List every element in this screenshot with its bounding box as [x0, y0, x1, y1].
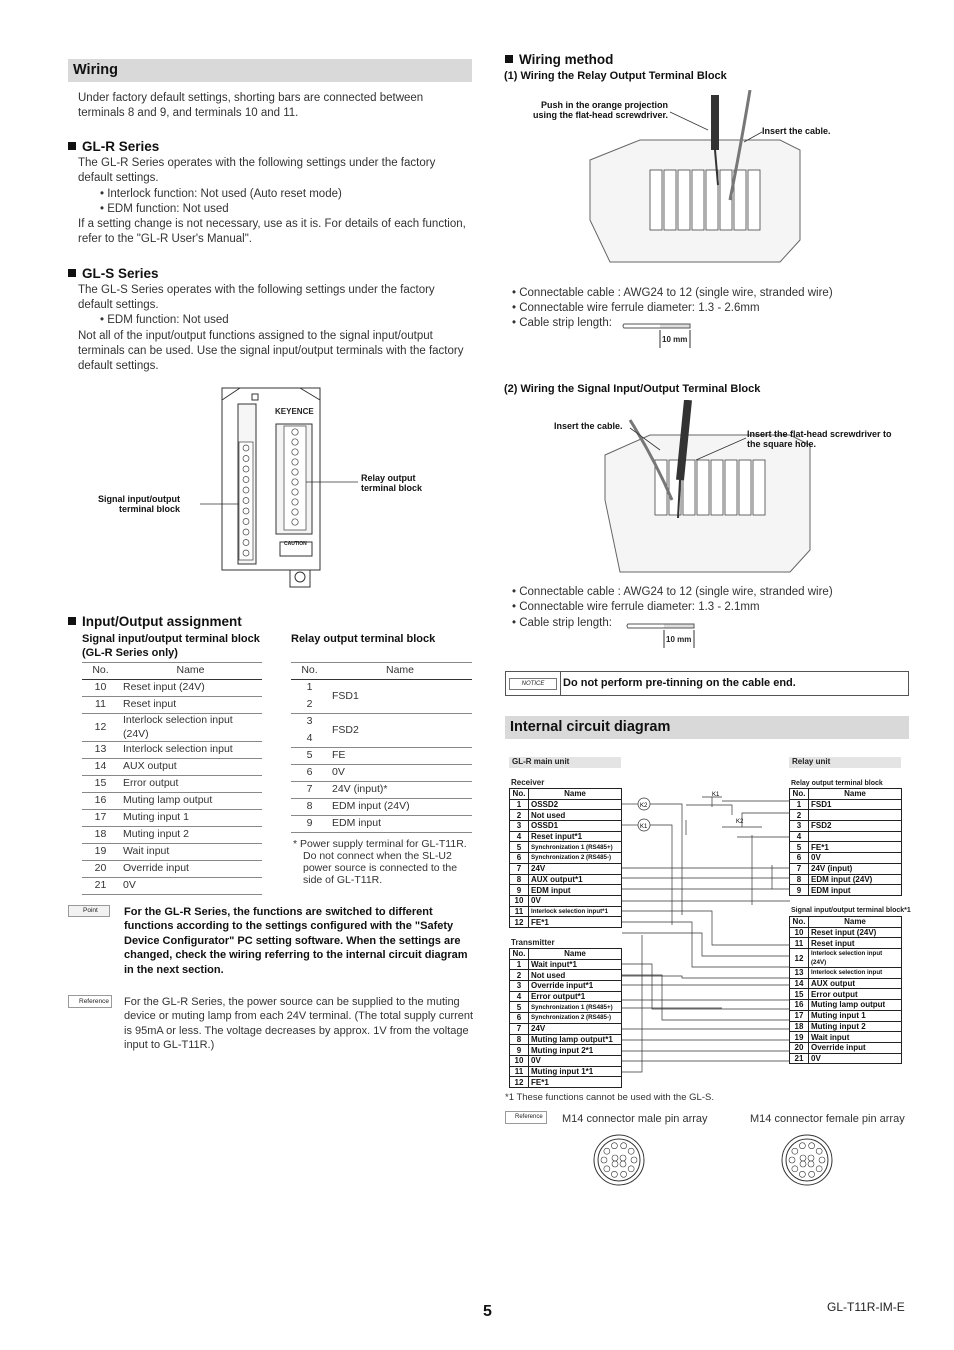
- relay-insert-label: Insert the cable.: [762, 126, 831, 136]
- row-name: Interlock selection input (24V): [809, 949, 902, 968]
- table-row: [790, 938, 902, 949]
- gls-text1: The GL-S Series operates with the following settings under the factory default settings.: [78, 284, 435, 311]
- row-name: Interlock selection input (24V): [119, 714, 262, 742]
- table-row: [510, 1077, 622, 1088]
- table-row: [510, 1045, 622, 1056]
- row-name: Synchronization 1 (RS485+): [529, 842, 622, 853]
- table-row: [510, 1002, 622, 1013]
- strip-length-2: 10 mm: [666, 635, 692, 644]
- row-name: FSD1: [328, 680, 472, 714]
- signal-wiring-sub: (2) Wiring the Signal Input/Output Terminal Block: [504, 383, 761, 395]
- row-no: 5: [291, 748, 328, 765]
- col-no: No.: [82, 663, 119, 680]
- table-row: [291, 782, 472, 799]
- strip-length-1: 10 mm: [662, 335, 688, 344]
- row-no: 7: [510, 1023, 529, 1034]
- row-no: 12: [790, 949, 809, 968]
- row-no: 11: [510, 1066, 529, 1077]
- row-name: Reset input: [809, 938, 902, 949]
- relay-block-ckt-label: Relay output terminal block: [791, 780, 883, 787]
- row-no: 8: [510, 874, 529, 885]
- circuit-footnote: *1 These functions cannot be used with the GL-S.: [505, 1092, 714, 1103]
- table-row: [82, 742, 262, 759]
- row-no: 2: [790, 810, 809, 821]
- row-no: 1: [510, 959, 529, 970]
- row-name: Muting lamp output: [809, 1000, 902, 1011]
- row-name: FSD1: [809, 799, 902, 810]
- row-name: EDM input (24V): [328, 799, 472, 816]
- row-name: AUX output: [809, 978, 902, 989]
- table-row: [790, 799, 902, 810]
- page-number: 5: [483, 1303, 492, 1320]
- row-no: 20: [790, 1042, 809, 1053]
- row-no: 2: [510, 970, 529, 981]
- row-no: 18: [790, 1021, 809, 1032]
- col-name: Name: [529, 949, 622, 960]
- table-row: [510, 1023, 622, 1034]
- table-row: [790, 927, 902, 938]
- table-row: [510, 991, 622, 1002]
- row-name: FE*1: [809, 842, 902, 853]
- table-row: [790, 989, 902, 1000]
- row-name: 0V: [809, 853, 902, 864]
- glr-text2: If a setting change is not necessary, use as it is. For details of each function, refer to the "GL-R User's Manual".: [78, 218, 466, 245]
- row-name: 0V: [328, 765, 472, 782]
- circuit-wires: [622, 785, 790, 1085]
- female-pin-label: M14 connector female pin array: [750, 1113, 905, 1125]
- glr-heading: GL-R Series: [68, 138, 159, 156]
- table-row: [510, 1013, 622, 1024]
- row-name: 0V: [529, 1055, 622, 1066]
- row-no: 10: [790, 927, 809, 938]
- glr-bullet2: • EDM function: Not used: [100, 203, 229, 215]
- square-bullet-icon: [505, 55, 513, 63]
- gls-text2: Not all of the input/output functions assigned to the signal input/output terminals can be used. Use the signal input/output terminals with the factory default settings.: [78, 330, 464, 372]
- row-no: 4: [510, 991, 529, 1002]
- table-row: [790, 821, 902, 832]
- row-no: 8: [790, 874, 809, 885]
- col-no: No.: [510, 949, 529, 960]
- table-row: [510, 853, 622, 864]
- signal-bullet1: • Connectable cable : AWG24 to 12 (single wire, stranded wire): [512, 586, 833, 598]
- row-name: Reset input (24V): [809, 927, 902, 938]
- col-name: Name: [809, 789, 902, 800]
- point-text: For the GL-R Series, the functions are switched to different functions according to the settings configured with the "Safety Device Configurator" PC setting software. When the settings are changed, check the wiring referring to the internal circuit diagram in the next section.: [124, 906, 468, 976]
- col-no: No.: [510, 789, 529, 800]
- row-name: Muting input 2: [119, 827, 262, 844]
- row-no: 6: [790, 853, 809, 864]
- k2-contact-label: K2: [736, 819, 744, 825]
- k1-contact-label: K1: [712, 792, 720, 798]
- row-name: Interlock selection input: [119, 742, 262, 759]
- row-name: Error output: [809, 989, 902, 1000]
- row-no: 11: [82, 697, 119, 714]
- row-name: 24V: [529, 863, 622, 874]
- male-connector-icon: [592, 1133, 646, 1187]
- row-no: 7: [790, 863, 809, 874]
- relay-footnote: * Power supply terminal for GL-T11R. Do not connect when the SL-U2 power source is connected to the side of GL-T11R.: [293, 838, 467, 886]
- method-heading: Wiring method: [505, 51, 613, 69]
- row-name: Error output: [119, 776, 262, 793]
- signal-bullet3: • Cable strip length:: [512, 617, 612, 629]
- row-name: Muting input 2: [809, 1021, 902, 1032]
- relay-ckt-table: [789, 788, 902, 896]
- row-name: Synchronization 1 (RS485+): [529, 1002, 622, 1013]
- square-bullet-icon: [68, 617, 76, 625]
- table-row: [82, 776, 262, 793]
- table-row: [510, 1055, 622, 1066]
- col-name: Name: [529, 789, 622, 800]
- row-name: Reset input*1: [529, 831, 622, 842]
- gls-bullet1: • EDM function: Not used: [100, 314, 229, 326]
- table-row: [510, 842, 622, 853]
- gls-heading: GL-S Series: [68, 265, 159, 283]
- table-row: [510, 917, 622, 928]
- relay-block-label: Relay output terminal block: [361, 473, 423, 493]
- receiver-table: [509, 788, 622, 928]
- col-no: No.: [291, 663, 328, 680]
- table-row: [510, 906, 622, 917]
- row-no: 8: [510, 1034, 529, 1045]
- signal-ckt-table: [789, 916, 902, 1064]
- row-no: 6: [291, 765, 328, 782]
- table-row: [510, 895, 622, 906]
- table-row: [790, 1010, 902, 1021]
- table-row: [510, 821, 622, 832]
- circuit-reference-badge: Reference: [505, 1111, 547, 1124]
- row-no: 19: [790, 1032, 809, 1043]
- table-row: [790, 1042, 902, 1053]
- row-name: 24V (input): [809, 863, 902, 874]
- square-bullet-icon: [68, 142, 76, 150]
- col-no: No.: [790, 789, 809, 800]
- col-name: Name: [119, 663, 262, 680]
- row-no: 10: [510, 1055, 529, 1066]
- relay-bullet3: • Cable strip length:: [512, 317, 612, 329]
- row-no: 7: [291, 782, 328, 799]
- table-row: [510, 863, 622, 874]
- row-name: OSSD2: [529, 799, 622, 810]
- table-row: [510, 1034, 622, 1045]
- row-name: Not used: [529, 810, 622, 821]
- io-heading: Input/Output assignment: [68, 613, 242, 631]
- row-name: Wait input*1: [529, 959, 622, 970]
- k1-coil-label: K1: [640, 824, 648, 830]
- row-no: 17: [790, 1010, 809, 1021]
- col-name: Name: [809, 917, 902, 928]
- row-name: Override input: [119, 861, 262, 878]
- table-row: [790, 949, 902, 968]
- row-name: 0V: [809, 1053, 902, 1064]
- square-bullet-icon: [68, 269, 76, 277]
- relay-push-label: Push in the orange projection using the flat-head screwdriver.: [532, 100, 668, 120]
- table-row: [790, 842, 902, 853]
- table-row: [510, 810, 622, 821]
- row-no: 16: [82, 793, 119, 810]
- row-no: 5: [510, 842, 529, 853]
- row-name: 24V: [529, 1023, 622, 1034]
- row-no: 5: [790, 842, 809, 853]
- row-name: Wait input: [809, 1032, 902, 1043]
- row-no: 6: [510, 853, 529, 864]
- row-name: 0V: [119, 878, 262, 895]
- table-row: [790, 1032, 902, 1043]
- row-no: 11: [510, 906, 529, 917]
- wiring-heading: Wiring: [68, 59, 472, 82]
- row-name: Interlock selection input: [809, 968, 902, 979]
- row-no: 21: [790, 1053, 809, 1064]
- row-name: AUX output*1: [529, 874, 622, 885]
- row-no: 11: [790, 938, 809, 949]
- table-row: [82, 697, 262, 714]
- row-name: FSD2: [328, 714, 472, 748]
- glr-bullet1: • Interlock function: Not used (Auto reset mode): [100, 188, 342, 200]
- notice-box: [505, 671, 909, 696]
- table-row: [510, 981, 622, 992]
- row-no: 4: [510, 831, 529, 842]
- row-no: 9: [790, 885, 809, 896]
- row-name: EDM input (24V): [809, 874, 902, 885]
- relay-bullet1: • Connectable cable : AWG24 to 12 (single wire, stranded wire): [512, 287, 833, 299]
- row-no: 1: [510, 799, 529, 810]
- row-no: 4: [291, 731, 328, 748]
- row-no: 9: [510, 885, 529, 896]
- row-no: 12: [510, 1077, 529, 1088]
- row-no: 3: [306, 715, 313, 728]
- row-no: 4: [790, 831, 809, 842]
- table-row: [510, 959, 622, 970]
- table-row: [790, 885, 902, 896]
- male-pin-label: M14 connector male pin array: [562, 1113, 708, 1125]
- row-name: Reset input (24V): [119, 680, 262, 697]
- table-row: [510, 885, 622, 896]
- notice-text: Do not perform pre-tinning on the cable end.: [563, 677, 796, 689]
- row-name: Not used: [529, 970, 622, 981]
- row-name: [809, 831, 902, 842]
- row-name: EDM input: [809, 885, 902, 896]
- table-row: [790, 1021, 902, 1032]
- table-row: [82, 810, 262, 827]
- table-row: [291, 714, 472, 731]
- row-no: 15: [82, 776, 119, 793]
- notice-badge: NOTICE: [509, 678, 557, 690]
- table-row: [510, 1066, 622, 1077]
- row-name: Reset input: [119, 697, 262, 714]
- row-no: 8: [291, 799, 328, 816]
- table-row: [82, 759, 262, 776]
- row-no: 18: [82, 827, 119, 844]
- female-connector-icon: [780, 1133, 834, 1187]
- table-row: [82, 861, 262, 878]
- row-name: AUX output: [119, 759, 262, 776]
- relay-wiring-sub: (1) Wiring the Relay Output Terminal Block: [504, 70, 727, 82]
- signal-block-ckt-label: Signal input/output terminal block*1: [791, 907, 911, 914]
- row-no: 1: [306, 681, 313, 694]
- table-row: [510, 970, 622, 981]
- table-row: [291, 748, 472, 765]
- table-row: [510, 831, 622, 842]
- table-row: [790, 853, 902, 864]
- row-name: Muting lamp output*1: [529, 1034, 622, 1045]
- row-name: FE*1: [529, 917, 622, 928]
- row-name: FE: [328, 748, 472, 765]
- table-row: [790, 1000, 902, 1011]
- row-no: 14: [82, 759, 119, 776]
- row-no: 12: [82, 714, 119, 742]
- row-no: 2: [291, 697, 328, 714]
- table-row: [82, 680, 262, 697]
- doc-code: GL-T11R-IM-E: [827, 1300, 905, 1314]
- reference-badge: Reference: [68, 995, 112, 1008]
- row-no: 16: [790, 1000, 809, 1011]
- row-no: 10: [82, 680, 119, 697]
- row-no: 9: [510, 1045, 529, 1056]
- row-no: 5: [510, 1002, 529, 1013]
- glr-text1: The GL-R Series operates with the following settings under the factory default settings.: [78, 157, 436, 184]
- row-no: 6: [510, 1013, 529, 1024]
- table-row: [82, 844, 262, 861]
- row-name: EDM input: [529, 885, 622, 896]
- row-name: Wait input: [119, 844, 262, 861]
- row-name: EDM input: [328, 816, 472, 833]
- table-row: [291, 680, 472, 697]
- row-no: 20: [82, 861, 119, 878]
- relay-io-table: [291, 662, 472, 833]
- row-no: 13: [82, 742, 119, 759]
- table-row: [510, 799, 622, 810]
- row-name: Muting input 1: [119, 810, 262, 827]
- row-no: 21: [82, 878, 119, 895]
- reference-text: For the GL-R Series, the power source can be supplied to the muting device or muting lamp from each 24V terminal. (The total supply current is 95mA or less. The voltage decreases by approx. 1V from the voltage input to GL-T11R.): [124, 996, 474, 1052]
- row-name: FSD2: [809, 821, 902, 832]
- row-name: Muting input 2*1: [529, 1045, 622, 1056]
- table-row: [790, 831, 902, 842]
- row-name: Interlock selection input*1: [529, 906, 622, 917]
- row-no: 9: [291, 816, 328, 833]
- k2-coil-label: K2: [640, 803, 648, 809]
- table-row: [790, 874, 902, 885]
- table-row: [790, 968, 902, 979]
- relay-unit-label: Relay unit: [789, 757, 901, 768]
- row-no: 15: [790, 989, 809, 1000]
- signal-table-title: Signal input/output terminal block (GL-R Series only): [82, 633, 260, 659]
- row-name: OSSD1: [529, 821, 622, 832]
- table-row: [291, 799, 472, 816]
- row-name: Muting input 1*1: [529, 1066, 622, 1077]
- row-name: Error output*1: [529, 991, 622, 1002]
- table-row: [510, 874, 622, 885]
- table-row: [82, 878, 262, 895]
- table-row: [790, 1053, 902, 1064]
- row-name: Synchronization 2 (RS485-): [529, 853, 622, 864]
- signal-wiring-illustration: [600, 400, 820, 575]
- row-name: FE*1: [529, 1077, 622, 1088]
- col-no: No.: [790, 917, 809, 928]
- row-name: [809, 810, 902, 821]
- table-row: [82, 793, 262, 810]
- row-no: 17: [82, 810, 119, 827]
- receiver-label: Receiver: [511, 778, 545, 787]
- signal-io-table: [82, 662, 262, 895]
- row-no: 12: [510, 917, 529, 928]
- relay-bullet2: • Connectable wire ferrule diameter: 1.3 - 2.6mm: [512, 302, 760, 314]
- row-name: Synchronization 2 (RS485-): [529, 1013, 622, 1024]
- signal-block-label: Signal input/output terminal block: [98, 494, 180, 514]
- row-name: Muting input 1: [809, 1010, 902, 1021]
- wiring-intro: Under factory default settings, shorting bars are connected between terminals 8 and 9, and terminals 10 and 11.: [78, 92, 424, 119]
- row-no: 2: [510, 810, 529, 821]
- row-no: 3: [510, 981, 529, 992]
- signal-insert-label: Insert the cable.: [554, 421, 623, 431]
- row-no: 14: [790, 978, 809, 989]
- device-caution: CAUTION: [284, 541, 307, 547]
- row-name: 0V: [529, 895, 622, 906]
- main-unit-label: GL-R main unit: [509, 757, 621, 768]
- row-name: Muting lamp output: [119, 793, 262, 810]
- table-row: [82, 714, 262, 742]
- row-no: 7: [510, 863, 529, 874]
- relay-table-title: Relay output terminal block: [291, 633, 436, 645]
- device-brand: KEYENCE: [275, 407, 314, 416]
- row-no: 3: [510, 821, 529, 832]
- table-row: [291, 765, 472, 782]
- row-no: 10: [510, 895, 529, 906]
- col-name: Name: [328, 663, 472, 680]
- row-no: 19: [82, 844, 119, 861]
- table-row: [790, 810, 902, 821]
- point-badge: Point: [68, 905, 110, 917]
- circuit-heading: Internal circuit diagram: [505, 716, 909, 739]
- table-row: [790, 863, 902, 874]
- row-name: 24V (input)*: [328, 782, 472, 799]
- transmitter-label: Transmitter: [511, 938, 555, 947]
- signal-screw-label: Insert the flat-head screwdriver to the square hole.: [747, 429, 892, 449]
- table-row: [291, 816, 472, 833]
- row-name: Override input*1: [529, 981, 622, 992]
- row-no: 1: [790, 799, 809, 810]
- row-no: 13: [790, 968, 809, 979]
- table-row: [790, 978, 902, 989]
- transmitter-table: [509, 948, 622, 1088]
- signal-bullet2: • Connectable wire ferrule diameter: 1.3 - 2.1mm: [512, 601, 760, 613]
- table-row: [82, 827, 262, 844]
- row-name: Override input: [809, 1042, 902, 1053]
- row-no: 3: [790, 821, 809, 832]
